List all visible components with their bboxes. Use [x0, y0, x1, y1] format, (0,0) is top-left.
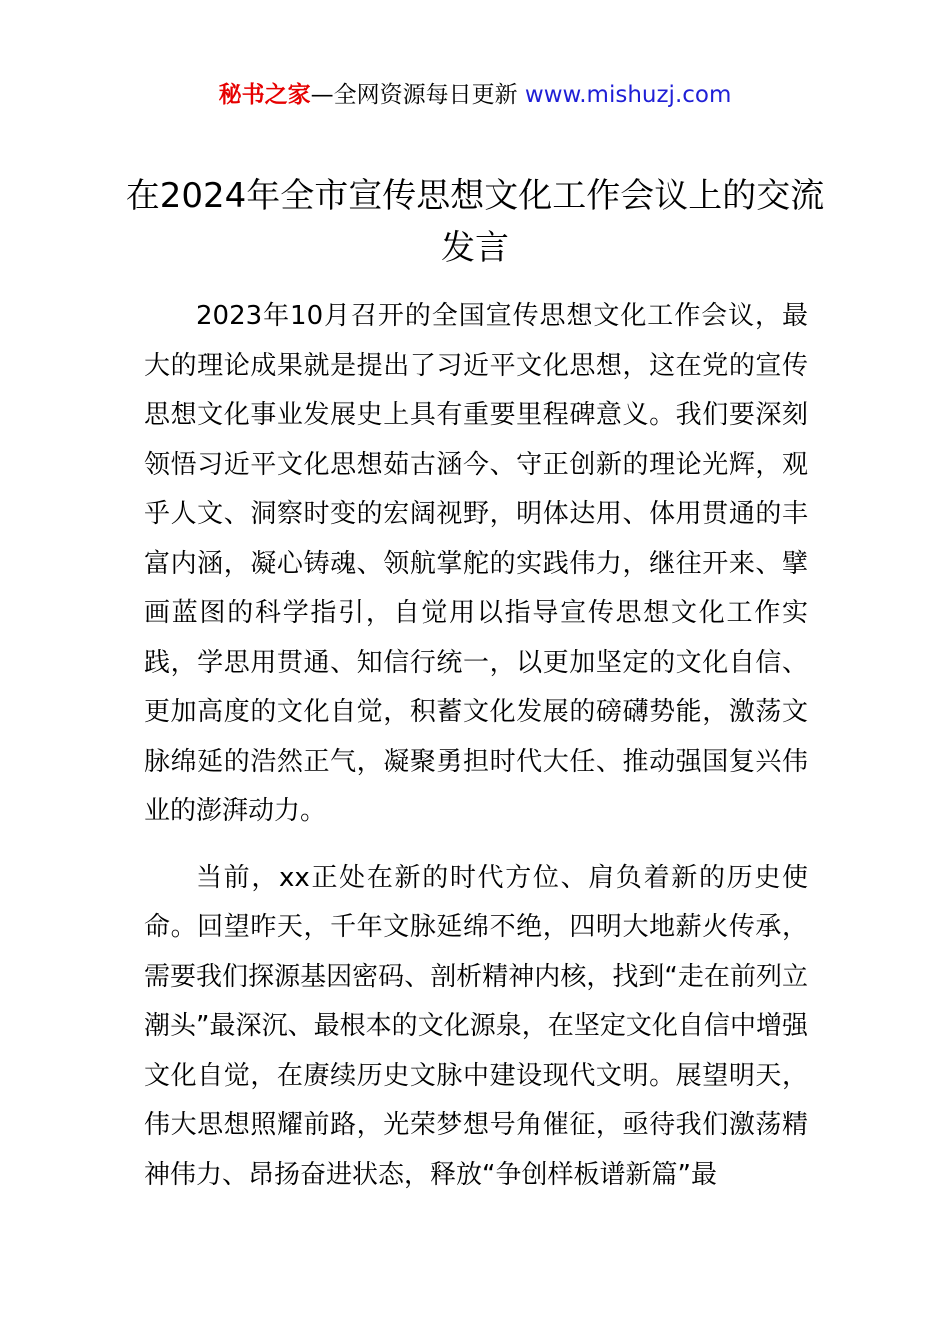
site-tagline: —全网资源每日更新: [310, 82, 518, 108]
site-url-link[interactable]: www.mishuzj.com: [524, 82, 732, 108]
paragraph-1: 2023年10月召开的全国宣传思想文化工作会议，最大的理论成果就是提出了习近平文化思想，这在党的宣传思想文化事业发展史上具有重要里程碑意义。我们要深刻领悟习近平文化思想茹古涵今、守正创新的理论光辉，观乎人文、洞察时变的宏阔视野，明体达用、体用贯通的丰富内涵，凝心铸魂、领航掌舵的实践伟力，继往开来、擘画蓝图的科学指引，自觉用以指导宣传思想文化工作实践，学思用贯通、知信行统一，以更加坚定的文化自信、更加高度的文化自觉，积蓄文化发展的磅礴势能，激荡文脉绵延的浩然正气，凝聚勇担时代大任、推动强国复兴伟业的澎湃动力。: [144, 301, 808, 826]
document-body: [144, 292, 808, 1217]
site-brand: 秘书之家: [218, 82, 311, 108]
paragraph-2: 当前，xx正处在新的时代方位、肩负着新的历史使命。回望昨天，千年文脉延绵不绝，四明大地薪火传承，需要我们探源基因密码、剖析精神内核，找到“走在前列立潮头”最深沉、最根本的文化源泉，在坚定文化自信中增强文化自觉，在赓续历史文脉中建设现代文明。展望明天，伟大思想照耀前路，光荣梦想号角催征，亟待我们激荡精神伟力、昂扬奋进状态，释放“争创样板谱新篇”最: [144, 862, 808, 1190]
document-title: 在2024年全市宣传思想文化工作会议上的交流发言: [125, 176, 825, 268]
site-header: [0, 78, 950, 112]
